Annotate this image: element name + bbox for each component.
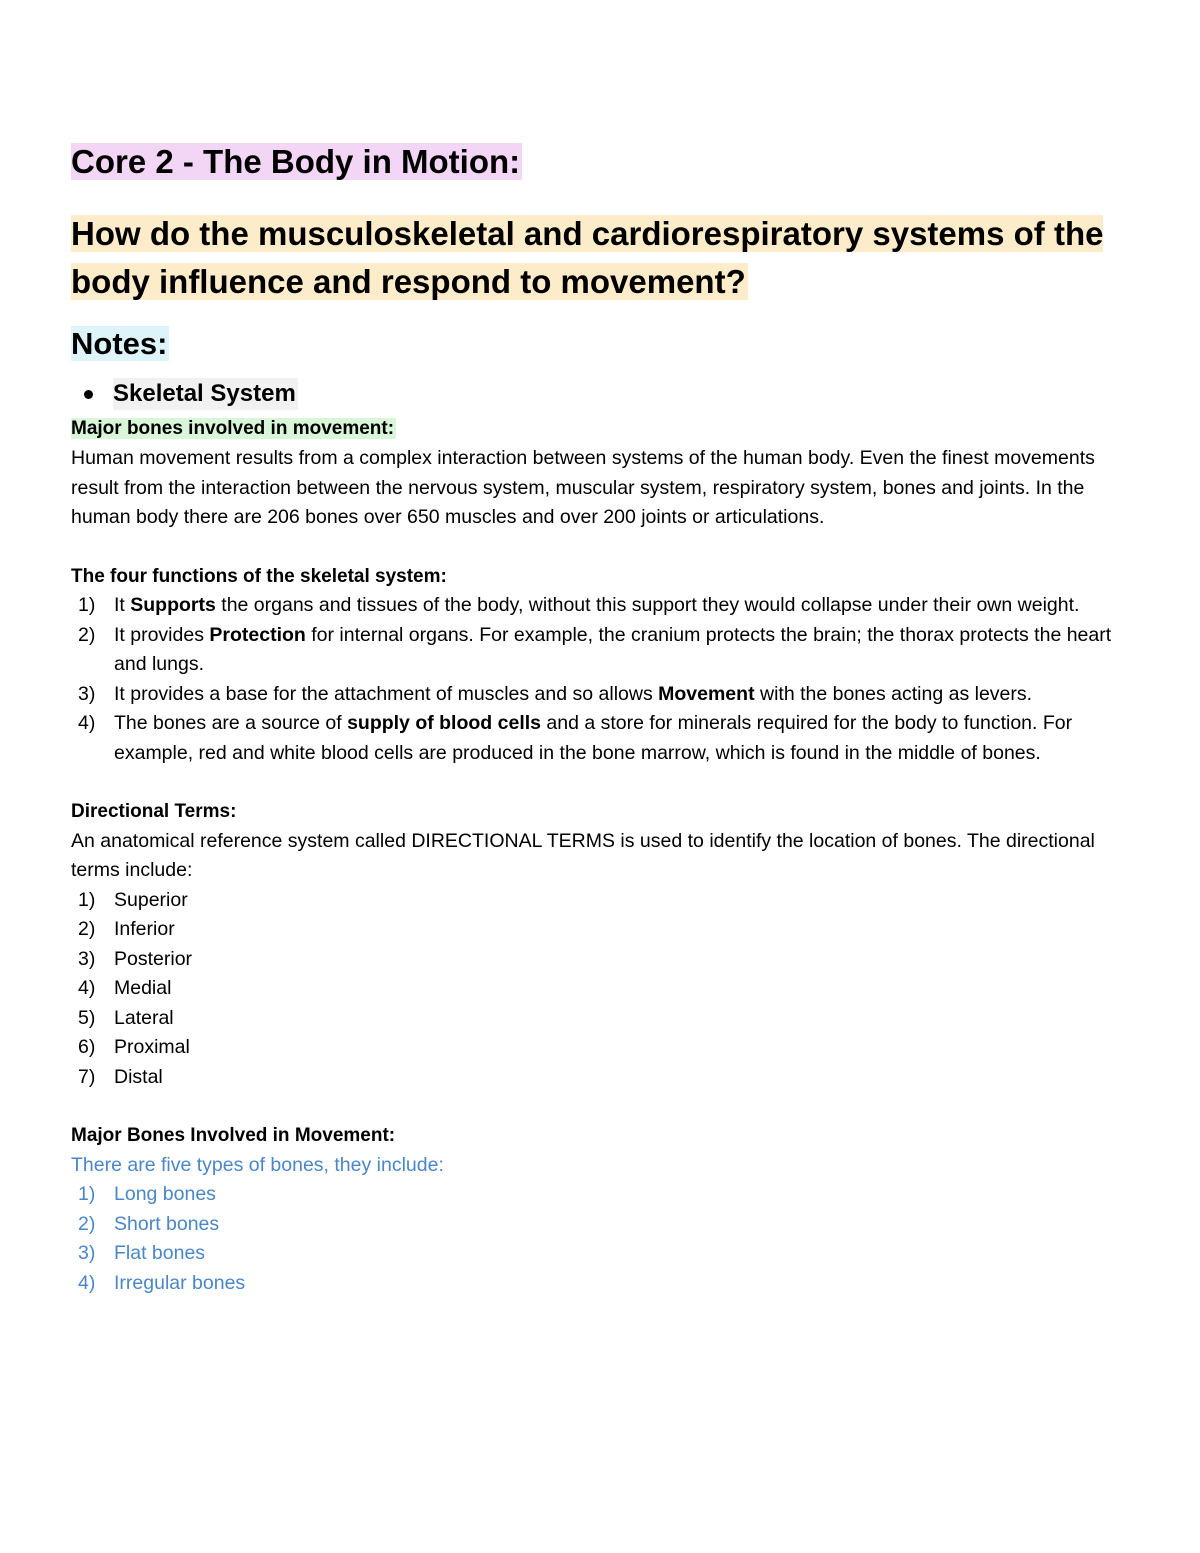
function-item <box>71 621 1141 680</box>
bullet-icon <box>84 390 93 399</box>
function-item <box>71 680 1141 710</box>
bone-type <box>71 1269 1141 1299</box>
function-text-pre: The bones are a source of <box>114 712 348 734</box>
list-number: 2) <box>78 918 96 940</box>
notes-heading-text: Notes: <box>71 326 168 361</box>
directional-term <box>71 1063 1141 1093</box>
inquiry-question-text: How do the musculoskeletal and cardiorespiratory systems of the body influence and respond to movement? <box>71 215 1104 300</box>
function-text-post: and a store for minerals required for the body to function. For example, red and white blood cells are produced in the bone marrow, which is found in the middle of bones. <box>114 712 1073 764</box>
list-number: 1) <box>78 888 96 911</box>
directional-term-text: Lateral <box>114 1006 174 1029</box>
intro-paragraph: Human movement results from a complex interaction between systems of the human body. Even the finest movements result from the interaction between the nervous system, muscular system, respiratory system, bones and joints. In the human body there are 206 bones over 650 muscles and over 200 joints or articulations. <box>71 447 1095 528</box>
bone-type <box>71 1180 1141 1210</box>
directional-term-text: Inferior <box>114 918 175 940</box>
bone-type <box>71 1239 1141 1269</box>
function-text-pre: It provides <box>114 623 210 646</box>
list-number: 7) <box>78 1065 96 1088</box>
function-text-post: the organs and tissues of the body, without this support they would collapse under their own weight. <box>215 594 1080 616</box>
bone-type-text: Flat bones <box>114 1242 206 1264</box>
list-number: 4) <box>78 1271 96 1294</box>
function-item <box>71 709 1141 768</box>
bone-type-text: Irregular bones <box>114 1271 246 1294</box>
list-number: 1) <box>78 1183 96 1205</box>
list-number: 2) <box>78 623 96 646</box>
function-keyword: Protection <box>209 623 306 646</box>
functions-heading: The four functions of the skeletal system: <box>71 565 447 587</box>
directional-term <box>71 945 1141 975</box>
notes-heading <box>71 324 1141 364</box>
function-text-post: for internal organs. For example, the cranium protects the brain; the thorax protects the heart and lungs. <box>114 623 1112 675</box>
list-number: 3) <box>78 947 96 970</box>
bone-types-list <box>71 1180 1141 1298</box>
major-bones-subheading <box>71 416 1141 442</box>
function-keyword: Movement <box>658 682 755 705</box>
function-text-pre: It <box>114 594 131 616</box>
directional-terms-heading: Directional Terms: <box>71 801 237 822</box>
major-bones-subheading-text: Major bones involved in movement: <box>71 418 395 439</box>
directional-terms-list <box>71 886 1141 1093</box>
bones-heading: Major Bones Involved in Movement: <box>71 1125 396 1146</box>
list-number: 6) <box>78 1036 96 1058</box>
list-number: 2) <box>78 1212 96 1235</box>
page-title <box>71 140 1141 184</box>
inquiry-question <box>71 210 1141 306</box>
directional-term <box>71 915 1141 945</box>
list-number: 4) <box>78 712 96 734</box>
directional-term <box>71 1004 1141 1034</box>
directional-term-text: Medial <box>114 977 172 999</box>
list-number: 3) <box>78 1242 96 1264</box>
directional-term <box>71 974 1141 1004</box>
bone-type-text: Long bones <box>114 1183 216 1205</box>
bones-intro: There are five types of bones, they include: <box>71 1153 444 1176</box>
directional-term-text: Posterior <box>114 947 193 970</box>
list-number: 5) <box>78 1006 96 1029</box>
directional-term <box>71 886 1141 916</box>
function-text-pre: It provides a base for the attachment of muscles and so allows <box>114 682 659 705</box>
document-page <box>71 140 1141 1298</box>
function-text-post: with the bones acting as levers. <box>754 682 1033 705</box>
list-number: 3) <box>78 682 96 705</box>
directional-term-text: Distal <box>114 1065 163 1088</box>
function-item <box>71 591 1141 621</box>
directional-term-text: Proximal <box>114 1036 190 1058</box>
functions-list <box>71 591 1141 768</box>
directional-term <box>71 1033 1141 1063</box>
bone-type <box>71 1210 1141 1240</box>
bone-type-text: Short bones <box>114 1212 220 1235</box>
function-keyword: supply of blood cells <box>347 712 541 734</box>
skeletal-system-heading: Skeletal System <box>113 378 298 410</box>
list-number: 1) <box>78 594 96 616</box>
page-title-text: Core 2 - The Body in Motion: <box>71 143 521 180</box>
directional-term-text: Superior <box>114 888 188 911</box>
skeletal-system-bullet <box>71 378 1141 410</box>
directional-terms-intro: An anatomical reference system called DIRECTIONAL TERMS is used to identify the location of bones. The directional terms include: <box>71 829 1095 881</box>
function-keyword: Supports <box>130 594 216 616</box>
list-number: 4) <box>78 977 96 999</box>
